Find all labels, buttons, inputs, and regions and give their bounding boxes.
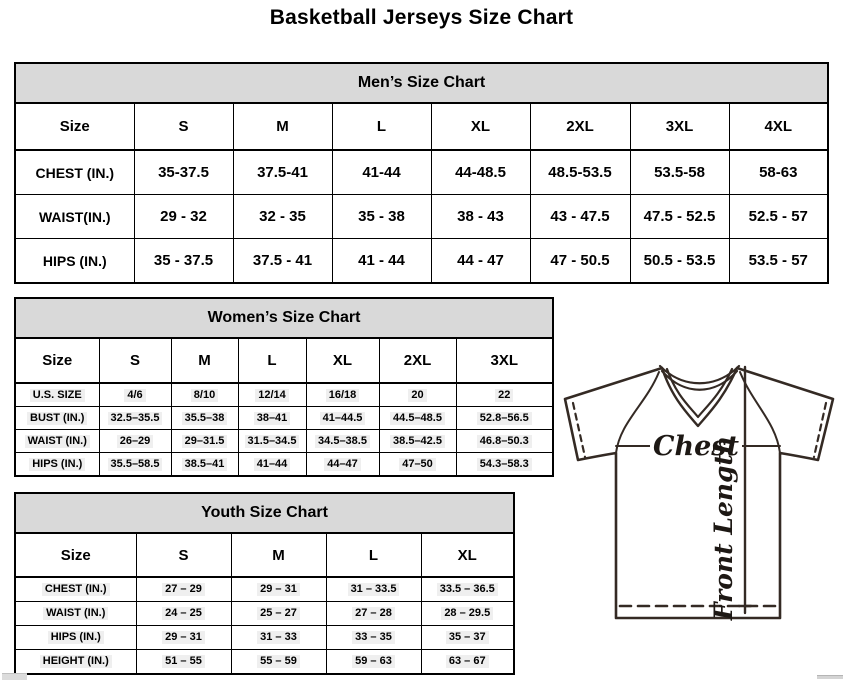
size-value-cell xyxy=(326,577,421,602)
row-label-text: U.S. SIZE xyxy=(30,389,85,402)
column-header: Size xyxy=(15,338,99,383)
row-label xyxy=(15,195,134,239)
size-value: 46.8–50.3 xyxy=(477,435,532,448)
row-label xyxy=(15,577,136,602)
size-value: 55 – 59 xyxy=(257,655,300,668)
column-header: XL xyxy=(421,533,514,577)
size-value: 44–47 xyxy=(324,458,361,471)
youth-table-title: Youth Size Chart xyxy=(15,493,514,533)
size-value-cell xyxy=(238,383,306,407)
chest-label: Chest xyxy=(653,431,739,462)
size-value: 47–50 xyxy=(399,458,436,471)
size-value: 27 – 29 xyxy=(162,583,205,596)
size-value: 35.5–38 xyxy=(182,412,228,425)
youth-size-table xyxy=(14,492,515,675)
row-label xyxy=(15,150,134,195)
size-value-cell xyxy=(306,383,379,407)
table-row xyxy=(15,577,514,602)
size-value: 29–31.5 xyxy=(182,435,228,448)
table-row xyxy=(15,150,828,195)
size-value-cell xyxy=(630,150,729,195)
column-header: S xyxy=(134,103,233,150)
row-label-text: WAIST(IN.) xyxy=(38,208,111,225)
size-value-cell xyxy=(326,650,421,675)
size-value-cell xyxy=(171,383,238,407)
size-value-cell xyxy=(431,195,530,239)
row-label xyxy=(15,407,99,430)
size-value-cell xyxy=(379,430,456,453)
row-label xyxy=(15,602,136,626)
size-value-cell xyxy=(136,626,231,650)
table-row xyxy=(15,383,553,407)
size-value-cell xyxy=(306,453,379,477)
size-value-cell xyxy=(171,407,238,430)
size-value-cell xyxy=(630,195,729,239)
row-label-text: BUST (IN.) xyxy=(27,412,87,425)
mens-table-title: Men’s Size Chart xyxy=(15,63,828,103)
size-value-cell xyxy=(332,195,431,239)
row-label-text: CHEST (IN.) xyxy=(42,583,110,596)
youth-column-header-row xyxy=(15,533,514,577)
column-header: XL xyxy=(306,338,379,383)
column-header: L xyxy=(238,338,306,383)
size-value-cell xyxy=(99,453,171,477)
row-label xyxy=(15,453,99,477)
size-value: 31 – 33.5 xyxy=(348,583,400,596)
table-row xyxy=(15,239,828,284)
size-value-cell xyxy=(99,383,171,407)
column-header: L xyxy=(326,533,421,577)
size-value: 52.8–56.5 xyxy=(477,412,532,425)
womens-size-table xyxy=(14,297,554,477)
mens-column-header-row xyxy=(15,103,828,150)
row-label-text: HIPS (IN.) xyxy=(48,631,104,644)
cropped-fragment-bottom-right xyxy=(817,675,843,679)
size-value: 26–29 xyxy=(117,435,154,448)
size-value: 41–44.5 xyxy=(320,412,366,425)
table-row xyxy=(15,195,828,239)
size-value-cell xyxy=(326,626,421,650)
size-value: 22 xyxy=(495,389,513,402)
size-value-cell xyxy=(238,407,306,430)
table-row xyxy=(15,602,514,626)
front-length-label: Front Length xyxy=(709,435,738,621)
size-value: 31 – 33 xyxy=(257,631,300,644)
size-value-cell xyxy=(431,239,530,284)
size-value: 58-63 xyxy=(759,164,798,181)
size-value: 34.5–38.5 xyxy=(315,435,370,448)
size-value: 35 – 37 xyxy=(446,631,489,644)
size-value: 28 – 29.5 xyxy=(441,607,493,620)
size-value: 29 – 31 xyxy=(162,631,205,644)
column-header: 3XL xyxy=(630,103,729,150)
youth-table-title-row xyxy=(15,493,514,533)
column-header: XL xyxy=(431,103,530,150)
size-value-cell xyxy=(630,239,729,284)
size-value: 41-44 xyxy=(362,164,401,181)
size-value-cell xyxy=(431,150,530,195)
size-value-cell xyxy=(456,407,553,430)
size-value-cell xyxy=(421,577,514,602)
column-header: M xyxy=(231,533,326,577)
column-header: 3XL xyxy=(456,338,553,383)
size-value-cell xyxy=(530,195,630,239)
size-value: 38.5–42.5 xyxy=(390,435,445,448)
size-value: 35 - 37.5 xyxy=(153,252,214,269)
size-value-cell xyxy=(306,407,379,430)
womens-column-header-row xyxy=(15,338,553,383)
size-value: 32.5–35.5 xyxy=(108,412,163,425)
column-header: Size xyxy=(15,103,134,150)
size-value: 16/18 xyxy=(326,389,360,402)
size-value: 35.5–58.5 xyxy=(108,458,163,471)
row-label-text: HEIGHT (IN.) xyxy=(40,655,112,668)
size-value: 48.5-53.5 xyxy=(548,164,612,181)
size-value: 51 – 55 xyxy=(162,655,205,668)
size-value: 37.5 - 41 xyxy=(252,252,313,269)
size-value-cell xyxy=(379,453,456,477)
table-row xyxy=(15,626,514,650)
womens-table-title: Women’s Size Chart xyxy=(15,298,553,338)
size-value-cell xyxy=(136,650,231,675)
table-row xyxy=(15,430,553,453)
size-value-cell xyxy=(233,239,332,284)
size-value-cell xyxy=(456,453,553,477)
size-value: 37.5-41 xyxy=(257,164,308,181)
size-value: 44 - 47 xyxy=(457,252,504,269)
row-label-text: HIPS (IN.) xyxy=(29,458,85,471)
size-value: 24 – 25 xyxy=(162,607,205,620)
size-value: 4/6 xyxy=(124,389,145,402)
table-row xyxy=(15,453,553,477)
size-value-cell xyxy=(456,383,553,407)
size-value-cell xyxy=(332,239,431,284)
size-value-cell xyxy=(379,383,456,407)
size-value-cell xyxy=(134,150,233,195)
size-value: 43 - 47.5 xyxy=(550,208,610,225)
row-label-text: WAIST (IN.) xyxy=(43,607,108,620)
size-value-cell xyxy=(136,602,231,626)
column-header: S xyxy=(136,533,231,577)
jersey-vneck-inner xyxy=(667,369,732,417)
size-value-cell xyxy=(231,602,326,626)
size-value-cell xyxy=(530,150,630,195)
size-value-cell xyxy=(238,430,306,453)
size-value: 38–41 xyxy=(254,412,291,425)
size-value-cell xyxy=(171,430,238,453)
size-value-cell xyxy=(233,150,332,195)
size-value: 35 - 38 xyxy=(358,208,405,225)
size-value: 54.3–58.3 xyxy=(477,458,532,471)
column-header: Size xyxy=(15,533,136,577)
size-value-cell xyxy=(231,626,326,650)
column-header: M xyxy=(233,103,332,150)
size-value: 32 - 35 xyxy=(259,208,306,225)
size-value: 20 xyxy=(408,389,426,402)
size-value-cell xyxy=(233,195,332,239)
size-value-cell xyxy=(231,650,326,675)
column-header: S xyxy=(99,338,171,383)
size-value-cell xyxy=(326,602,421,626)
size-value: 38 - 43 xyxy=(457,208,504,225)
row-label xyxy=(15,650,136,675)
size-value-cell xyxy=(231,577,326,602)
size-value: 33.5 – 36.5 xyxy=(437,583,498,596)
row-label xyxy=(15,239,134,284)
size-value: 41–44 xyxy=(254,458,291,471)
size-value: 8/10 xyxy=(191,389,218,402)
size-value: 44.5–48.5 xyxy=(390,412,445,425)
row-label xyxy=(15,430,99,453)
size-value-cell xyxy=(134,195,233,239)
size-value-cell xyxy=(729,195,828,239)
size-value-cell xyxy=(238,453,306,477)
size-value: 12/14 xyxy=(255,389,289,402)
row-label-text: HIPS (IN.) xyxy=(42,252,107,269)
mens-table-title-row xyxy=(15,63,828,103)
jersey-diagram-svg xyxy=(556,360,843,628)
size-value-cell xyxy=(421,602,514,626)
size-value: 25 – 27 xyxy=(257,607,300,620)
row-label-text: WAIST (IN.) xyxy=(25,435,90,448)
size-value-cell xyxy=(306,430,379,453)
size-value-cell xyxy=(456,430,553,453)
size-value: 38.5–41 xyxy=(182,458,228,471)
size-value-cell xyxy=(134,239,233,284)
row-label xyxy=(15,383,99,407)
row-label-text: CHEST (IN.) xyxy=(35,164,115,181)
size-value-cell xyxy=(729,239,828,284)
size-value: 33 – 35 xyxy=(352,631,395,644)
size-value: 44-48.5 xyxy=(455,164,506,181)
size-value: 53.5 - 57 xyxy=(748,252,808,269)
page-title: Basketball Jerseys Size Chart xyxy=(269,6,574,29)
jersey-measurement-diagram xyxy=(556,360,843,628)
size-value: 29 – 31 xyxy=(257,583,300,596)
size-value: 53.5-58 xyxy=(654,164,705,181)
row-label xyxy=(15,626,136,650)
size-value: 35-37.5 xyxy=(158,164,209,181)
jersey-outline xyxy=(565,368,833,618)
size-value: 27 – 28 xyxy=(352,607,395,620)
size-value: 41 - 44 xyxy=(358,252,405,269)
table-row xyxy=(15,407,553,430)
size-value: 52.5 - 57 xyxy=(748,208,808,225)
size-value-cell xyxy=(99,407,171,430)
womens-table-title-row xyxy=(15,298,553,338)
size-value-cell xyxy=(379,407,456,430)
size-value-cell xyxy=(171,453,238,477)
size-value: 47 - 50.5 xyxy=(550,252,610,269)
size-value-cell xyxy=(332,150,431,195)
size-value: 31.5–34.5 xyxy=(245,435,300,448)
size-value-cell xyxy=(530,239,630,284)
size-value: 59 – 63 xyxy=(352,655,395,668)
column-header: 4XL xyxy=(729,103,828,150)
size-value-cell xyxy=(421,650,514,675)
size-value-cell xyxy=(136,577,231,602)
size-value-cell xyxy=(729,150,828,195)
size-value: 50.5 - 53.5 xyxy=(643,252,716,269)
column-header: 2XL xyxy=(379,338,456,383)
size-value: 29 - 32 xyxy=(160,208,207,225)
mens-size-table xyxy=(14,62,829,284)
size-value: 63 – 67 xyxy=(446,655,489,668)
column-header: 2XL xyxy=(530,103,630,150)
size-value: 47.5 - 52.5 xyxy=(643,208,716,225)
table-row xyxy=(15,650,514,675)
column-header: M xyxy=(171,338,238,383)
size-value-cell xyxy=(421,626,514,650)
column-header: L xyxy=(332,103,431,150)
size-value-cell xyxy=(99,430,171,453)
